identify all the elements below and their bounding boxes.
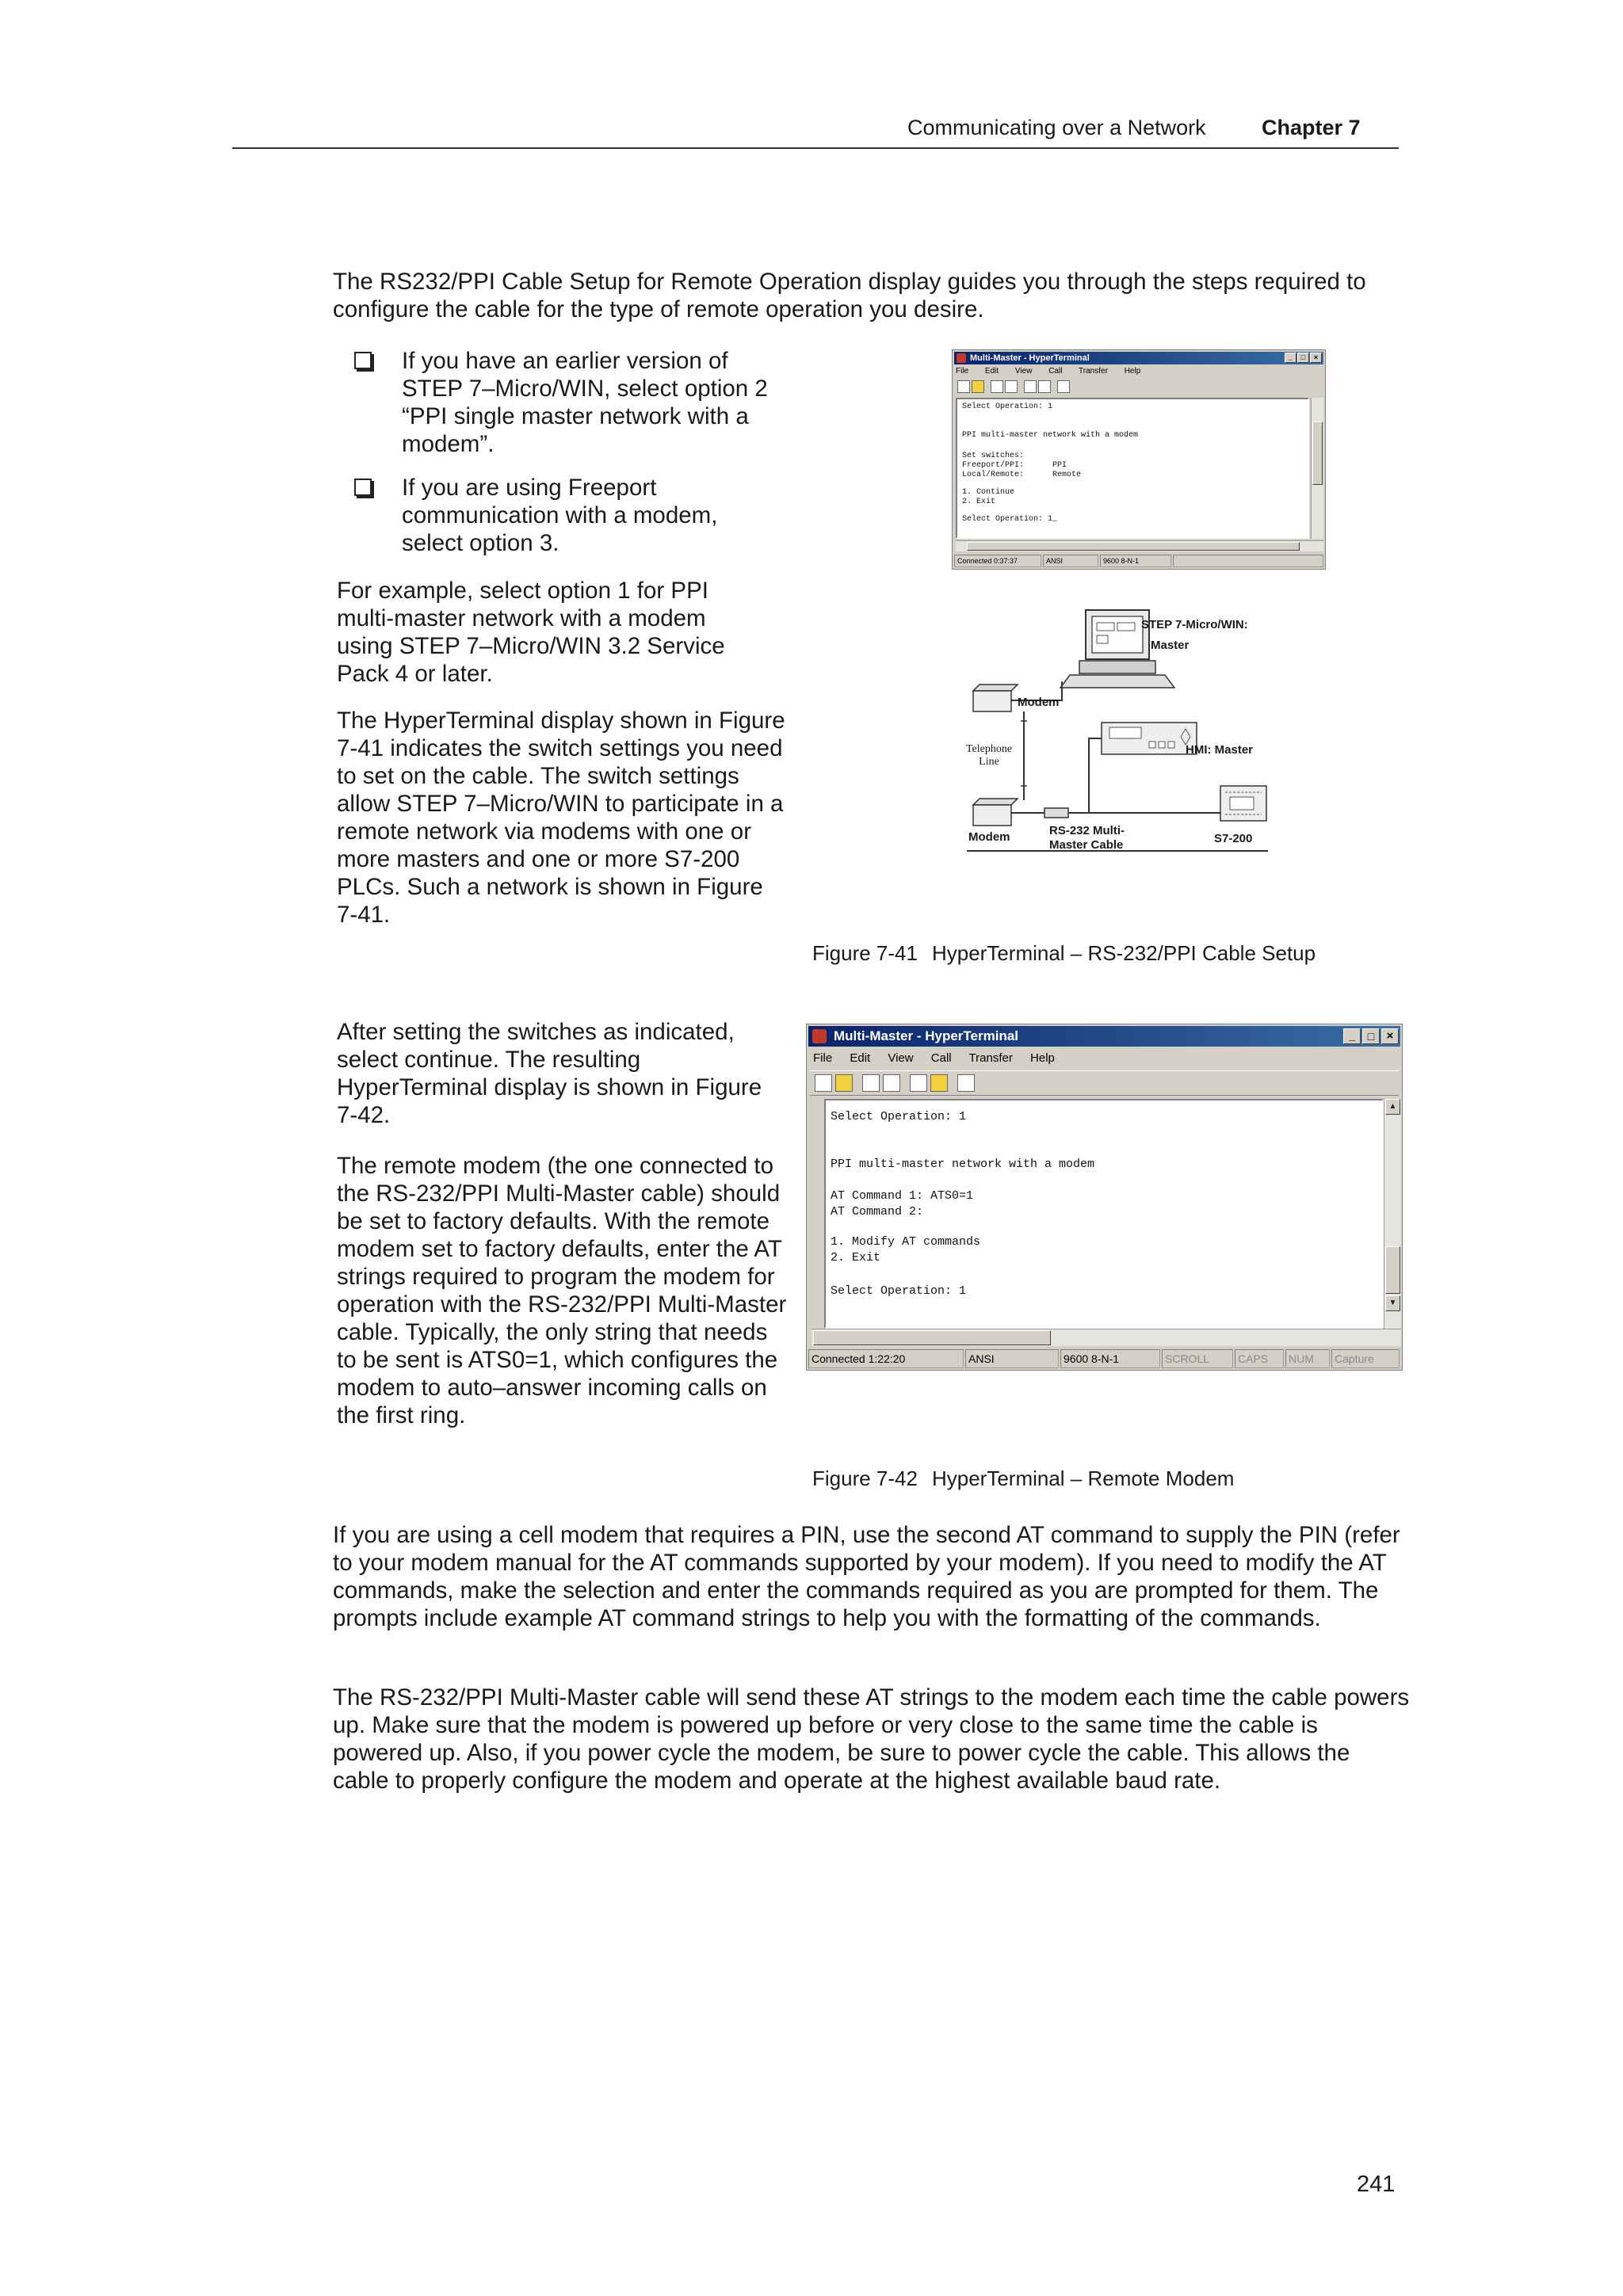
diagram-label-s7-200: S7-200 bbox=[1214, 832, 1253, 845]
fig42-menu-call: Call bbox=[930, 1051, 952, 1065]
status-scroll: SCROLL bbox=[1162, 1349, 1233, 1368]
terminal-line: Select Operation: 1 bbox=[962, 402, 1053, 411]
fig41-toolbar bbox=[956, 379, 1322, 395]
figure-41-caption bbox=[812, 941, 1316, 966]
fig42-minimize-icon: _ bbox=[1343, 1028, 1361, 1044]
fig42-status-bar bbox=[808, 1349, 1400, 1368]
diagram-label-master: Master bbox=[1151, 639, 1190, 652]
status-connected: Connected 0:37:37 bbox=[954, 555, 1041, 567]
fig41-hyperterminal-window bbox=[952, 349, 1326, 570]
terminal-line: Freeport/PPI: PPI bbox=[962, 461, 1067, 470]
fig42-menu-transfer: Transfer bbox=[968, 1051, 1013, 1065]
fig41-menu-transfer: Transfer bbox=[1079, 367, 1108, 376]
status-settings: 9600 8-N-1 bbox=[1100, 555, 1171, 567]
disconnect-icon bbox=[883, 1074, 900, 1092]
terminal-line: AT Command 1: ATS0=1 bbox=[831, 1189, 974, 1203]
diagram-label-hmi: HMI: Master bbox=[1186, 743, 1254, 757]
open-icon bbox=[972, 380, 984, 393]
diagram-label-telephone: Telephone bbox=[965, 743, 1013, 755]
status-num: NUM bbox=[1285, 1349, 1330, 1368]
running-header-section: Communicating over a Network bbox=[907, 116, 1206, 139]
status-empty bbox=[1173, 555, 1323, 567]
properties-icon bbox=[957, 1074, 975, 1092]
fig41-menu-file: File bbox=[956, 367, 969, 376]
diagram-label-telephone-line bbox=[957, 743, 1021, 769]
app-icon bbox=[957, 353, 966, 363]
bullet-text-1: If you have an earlier version of STEP 7–Micro/WIN, select option 2 “PPI single master network with a modem”. bbox=[402, 348, 768, 457]
fig41-menu-help: Help bbox=[1124, 367, 1141, 376]
cable-connector-icon bbox=[1044, 808, 1068, 818]
bullet-text-2: If you are using Freeport communication with a modem, select option 3. bbox=[402, 475, 718, 556]
figure-41-title: HyperTerminal – RS-232/PPI Cable Setup bbox=[931, 941, 1316, 965]
terminal-line: Set switches: bbox=[962, 452, 1025, 460]
terminal-line: 1. Modify AT commands bbox=[831, 1235, 981, 1249]
header-rule bbox=[232, 147, 1399, 149]
fig41-window-title: Multi-Master - HyperTerminal bbox=[970, 353, 1090, 363]
terminal-line: 2. Exit bbox=[831, 1251, 881, 1264]
fig41-menu-bar bbox=[956, 366, 1322, 377]
figure-42-title: HyperTerminal – Remote Modem bbox=[931, 1466, 1235, 1490]
fig41-close-icon: × bbox=[1310, 353, 1322, 363]
diagram-label-modem-bottom: Modem bbox=[968, 830, 1010, 844]
hyperterminal-paragraph: The HyperTerminal display shown in Figure 7-41 indicates the switch settings you need to set on the cable. The switch settings allow STEP 7–Micro/WIN to participate in a remote network via modems with one or more masters and one or more S7-200 PLCs. Such a network is shown in Figure 7-41. bbox=[337, 707, 785, 928]
fig42-menu-edit: Edit bbox=[850, 1051, 871, 1065]
status-connected: Connected 1:22:20 bbox=[808, 1349, 964, 1368]
fig42-horizontal-scrollbar bbox=[812, 1329, 1401, 1346]
scroll-thumb bbox=[1385, 1246, 1400, 1294]
network-diagram bbox=[951, 602, 1300, 864]
fig41-menu-call: Call bbox=[1048, 367, 1063, 376]
status-emulation: ANSI bbox=[965, 1349, 1059, 1368]
terminal-line: AT Command 2: bbox=[831, 1205, 924, 1219]
fig41-menu-view: View bbox=[1014, 367, 1033, 376]
receive-icon bbox=[930, 1074, 948, 1092]
terminal-line: Local/Remote: Remote bbox=[962, 471, 1082, 479]
fig41-status-bar bbox=[954, 555, 1323, 567]
terminal-line: Select Operation: 1_ bbox=[962, 515, 1058, 524]
fig42-terminal-screen bbox=[824, 1099, 1384, 1329]
status-caps: CAPS bbox=[1235, 1349, 1284, 1368]
powerup-paragraph: The RS-232/PPI Multi-Master cable will send these AT strings to the modem each time the cable powers up. Make sure that the modem is powered up before or very close to the same time the cable is powered up. Also, if you power cycle the modem, be sure to power cycle the cable. This allows the cable to properly configure the modem and operate at the highest available baud rate. bbox=[333, 1684, 1410, 1794]
status-emulation: ANSI bbox=[1043, 555, 1098, 567]
phone-icon bbox=[862, 1074, 880, 1092]
receive-icon bbox=[1038, 380, 1051, 393]
send-icon bbox=[1024, 380, 1037, 393]
checkbox-icon bbox=[354, 352, 372, 369]
fig41-menu-edit: Edit bbox=[984, 367, 999, 376]
terminal-line: Select Operation: 1 bbox=[831, 1110, 967, 1123]
fig42-hyperterminal-window bbox=[806, 1024, 1403, 1371]
fig42-maximize-icon: □ bbox=[1362, 1028, 1380, 1044]
properties-icon bbox=[1057, 380, 1070, 393]
scroll-thumb bbox=[967, 542, 1300, 551]
hmi-panel-icon bbox=[1102, 723, 1197, 754]
figure-41-number: Figure 7-41 bbox=[812, 941, 918, 965]
remote-modem-paragraph: The remote modem (the one connected to the RS-232/PPI Multi-Master cable) should be set to factory defaults. With the remote modem set to factory defaults, enter the AT strings required to program the modem for operation with the RS-232/PPI Multi-Master cable. Typically, the only string that needs to be sent is ATS0=1, which configures the modem to auto–answer incoming calls on the first ring. bbox=[337, 1153, 787, 1428]
figure-42-caption bbox=[812, 1466, 1234, 1491]
scroll-up-icon: ▲ bbox=[1385, 1099, 1400, 1115]
terminal-line: PPI multi-master network with a modem bbox=[831, 1158, 1095, 1171]
fig41-terminal-screen bbox=[956, 398, 1309, 539]
fig41-vertical-scrollbar bbox=[1311, 398, 1323, 539]
terminal-line: 2. Exit bbox=[962, 498, 996, 506]
open-icon bbox=[835, 1074, 853, 1092]
fig41-maximize-icon: □ bbox=[1297, 353, 1309, 363]
fig42-title-bar bbox=[808, 1026, 1400, 1047]
keyboard-icon bbox=[1060, 675, 1174, 688]
scroll-thumb bbox=[1312, 421, 1323, 485]
diagram-label-step7: STEP 7-Micro/WIN: bbox=[1141, 618, 1248, 631]
intro-paragraph: The RS232/PPI Cable Setup for Remote Operation display guides you through the steps required to configure the cable for the type of remote operation you desire. bbox=[333, 269, 1366, 322]
modem-top-icon bbox=[973, 685, 1018, 711]
fig42-close-icon: × bbox=[1381, 1028, 1399, 1044]
diagram-label-line: Line bbox=[979, 756, 999, 768]
fig42-menu-view: View bbox=[888, 1051, 914, 1065]
new-icon bbox=[957, 380, 970, 393]
fig42-vertical-scrollbar bbox=[1384, 1099, 1401, 1329]
modem-bottom-icon bbox=[973, 799, 1018, 826]
fig42-window-title: Multi-Master - HyperTerminal bbox=[834, 1028, 1019, 1043]
phone-icon bbox=[991, 380, 1003, 393]
status-settings: 9600 8-N-1 bbox=[1060, 1349, 1160, 1368]
fig41-horizontal-scrollbar bbox=[956, 540, 1323, 551]
s7-200-plc-icon bbox=[1220, 786, 1266, 821]
terminal-line: Select Operation: 1 bbox=[831, 1284, 967, 1298]
disconnect-icon bbox=[1005, 380, 1018, 393]
fig42-menu-bar bbox=[810, 1050, 1399, 1067]
fig41-minimize-icon: _ bbox=[1285, 353, 1296, 363]
fig42-toolbar bbox=[810, 1070, 1399, 1096]
after-setting-paragraph: After setting the switches as indicated, select continue. The resulting HyperTerminal display is shown in Figure 7-42. bbox=[337, 1019, 762, 1128]
checkbox-icon bbox=[354, 479, 372, 496]
running-header-chapter: Chapter 7 bbox=[1262, 116, 1361, 139]
status-capture: Capture bbox=[1331, 1349, 1400, 1368]
diagram-label-cable-1: RS-232 Multi- bbox=[1049, 824, 1125, 837]
diagram-label-modem-top: Modem bbox=[1018, 696, 1060, 709]
app-icon bbox=[812, 1029, 827, 1043]
scroll-thumb bbox=[813, 1330, 1051, 1345]
fig41-title-bar bbox=[954, 352, 1323, 364]
terminal-line: PPI multi-master network with a modem bbox=[962, 431, 1139, 440]
fig42-menu-help: Help bbox=[1030, 1051, 1055, 1065]
send-icon bbox=[910, 1074, 927, 1092]
page-number: 241 bbox=[1357, 2172, 1396, 2197]
terminal-line: 1. Continue bbox=[962, 488, 1015, 497]
diagram-label-cable-2: Master Cable bbox=[1049, 838, 1124, 852]
fig42-menu-file: File bbox=[813, 1051, 833, 1065]
new-icon bbox=[815, 1074, 832, 1092]
pin-paragraph: If you are using a cell modem that requires a PIN, use the second AT command to supply the PIN (refer to your modem manual for the AT commands supported by your modem). If you need to modify the AT commands, make the selection and enter the commands required as you are prompted for them. The prompts include example AT command strings to help you with the formatting of the commands. bbox=[333, 1522, 1400, 1631]
figure-42-number: Figure 7-42 bbox=[812, 1466, 918, 1490]
example-paragraph: For example, select option 1 for PPI multi-master network with a modem using STEP 7–Micro/WIN 3.2 Service Pack 4 or later. bbox=[337, 578, 725, 687]
scroll-down-icon: ▼ bbox=[1385, 1295, 1400, 1311]
